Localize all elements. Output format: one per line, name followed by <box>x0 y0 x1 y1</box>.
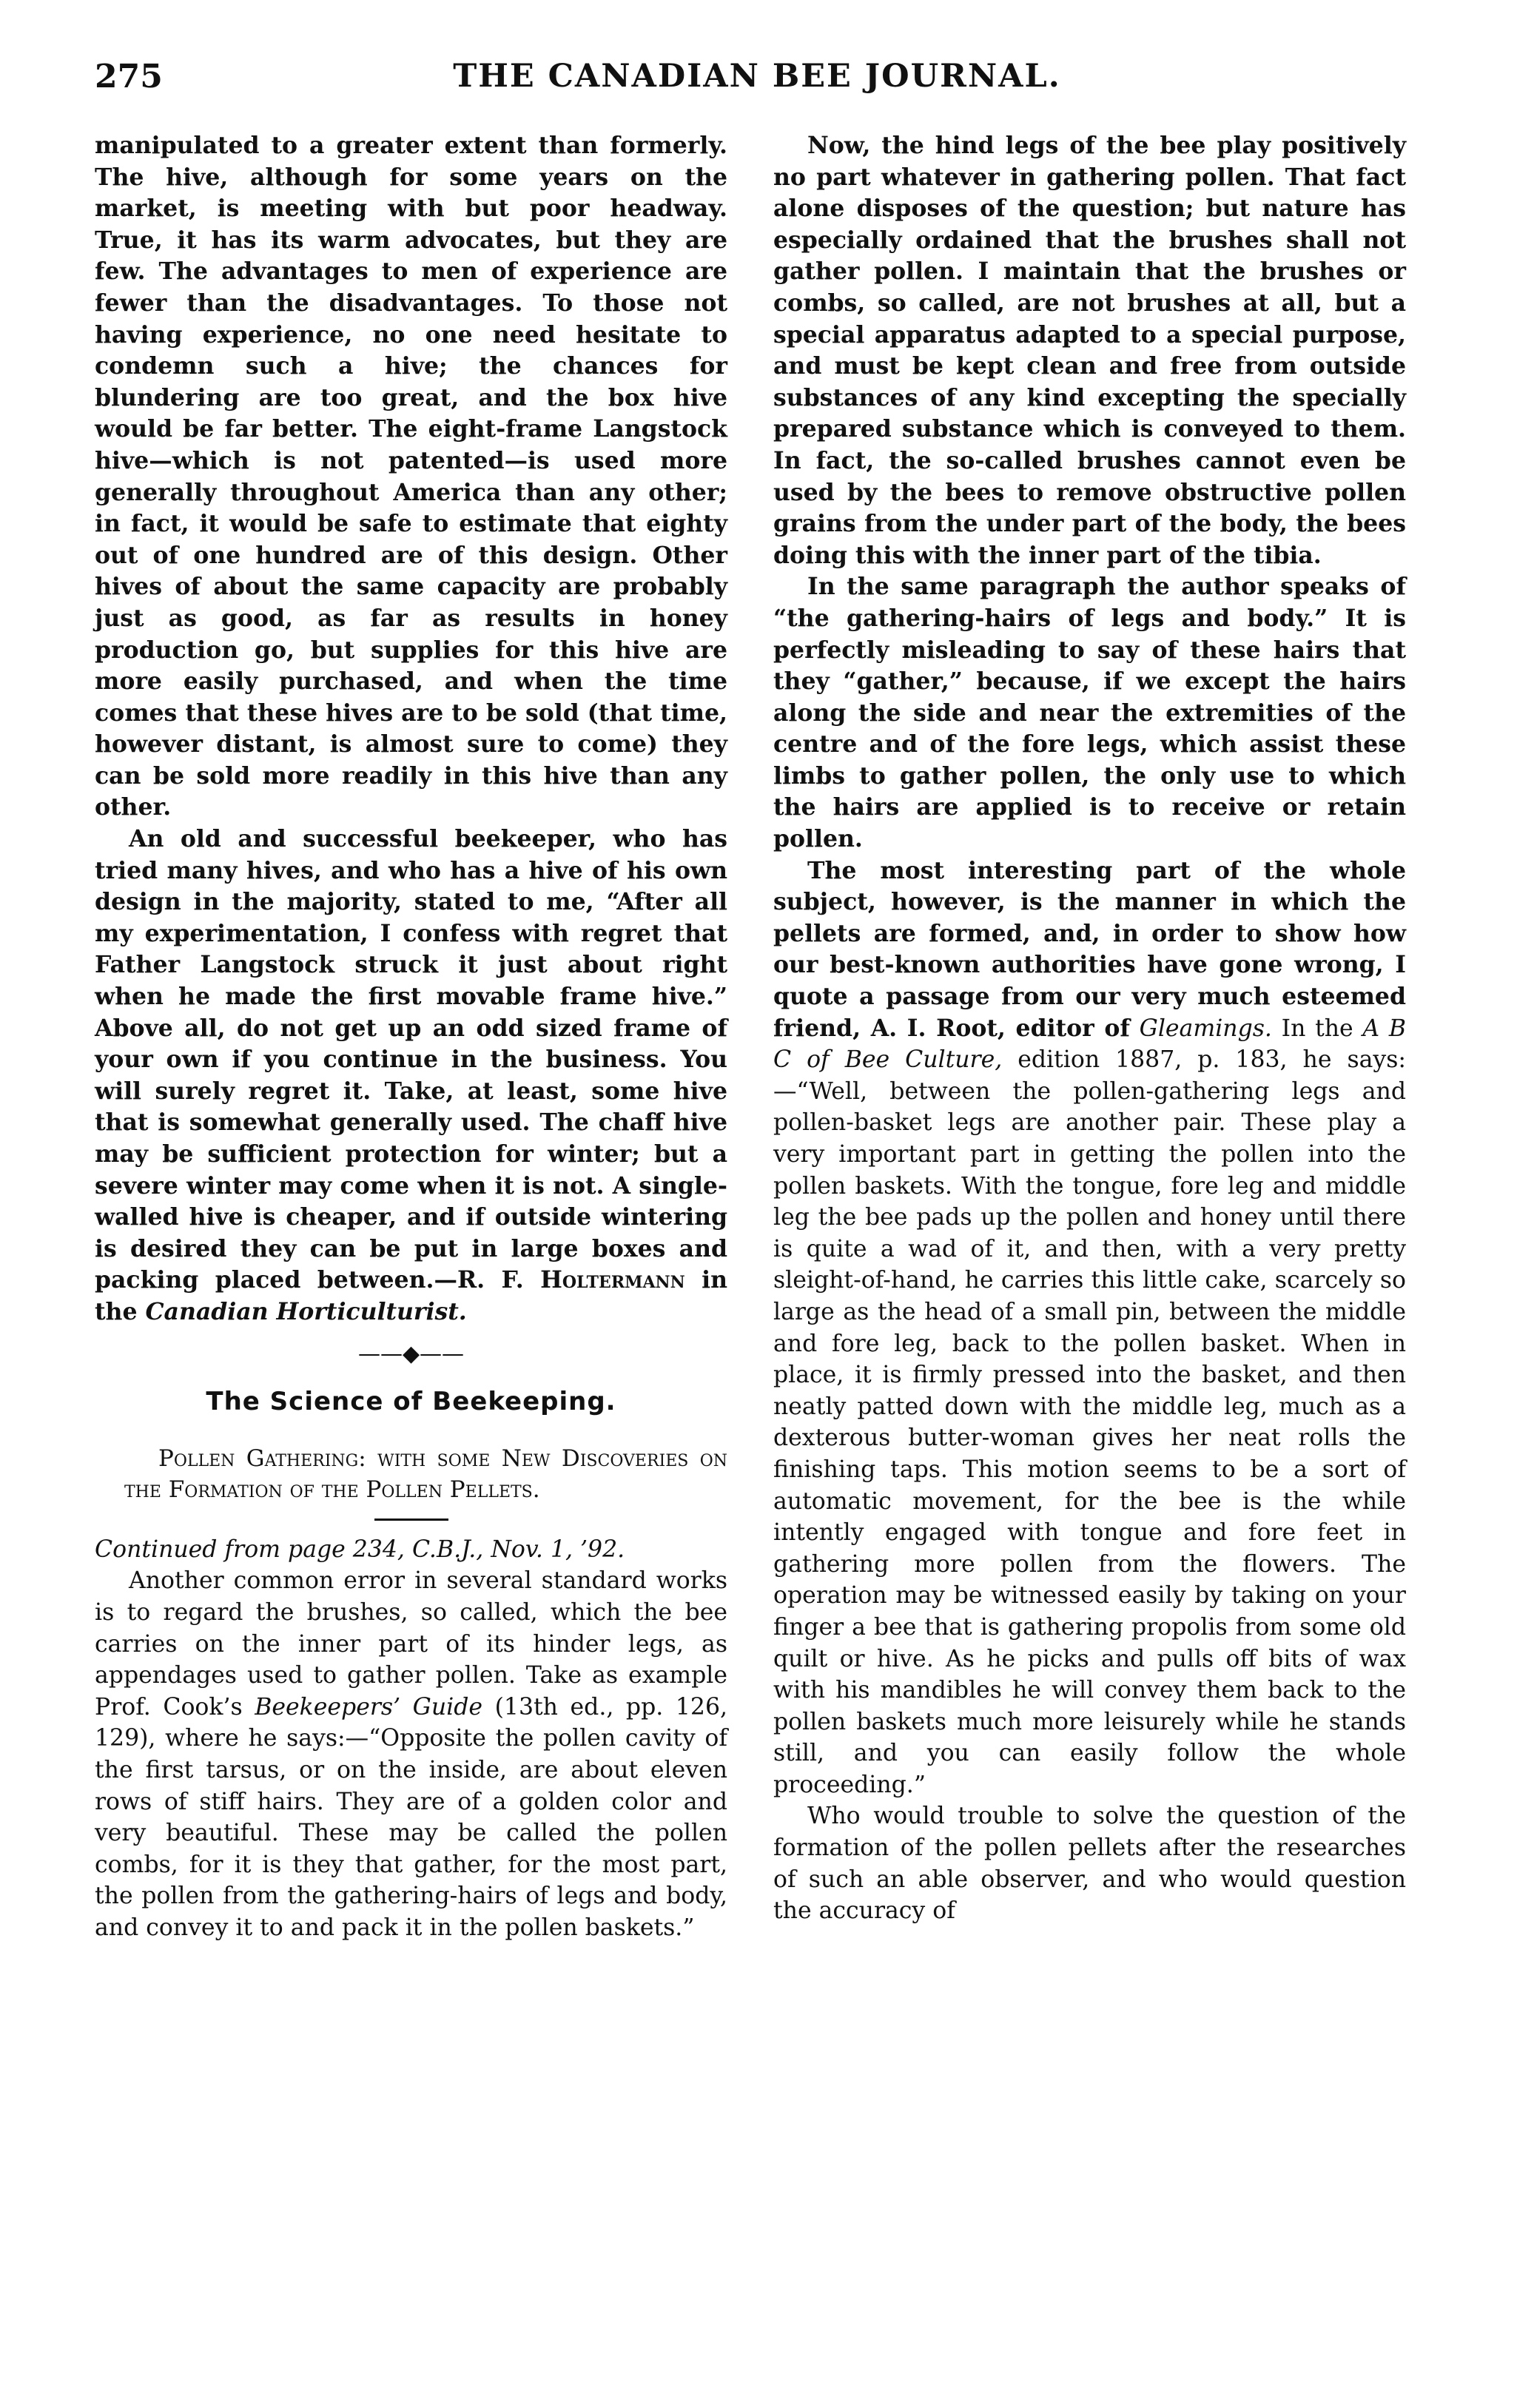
page-number: 275 <box>95 58 163 95</box>
ornament-divider: ——◆—— <box>357 1340 465 1367</box>
right-paragraph-1: Now, the hind legs of the bee play positively no part whatever in gathering pollen. That fact alone disposes of the question; but nature has especially ordained that the brushes shall not gather pollen. I maintain that the brushes or combs, so called, are not brushes at all, but a special apparatus adapted to a special purpose, and must be kept clean and free from outside substances of any kind excepting the specially prepared substance which is conveyed to them. In fact, the so-called brushes cannot even be used by the bees to remove obstructive pollen grains from the under part of the body, the bees doing this with the inner part of the tibia. <box>773 132 1406 569</box>
right-paragraph-3-c: edition 1887, p. 183, he says:—“Well, between the pollen-gathering legs and pollen-basket legs are another pair. These play a very important part in getting the pollen into the pollen baskets. With the tongue, fore leg and middle leg the bee pads up the pollen and honey until there is quite a wad of it, and then, with a very pretty sleight-of-hand, he carries this little cake, scarcely so large as the head of a small pin, between the middle and fore leg, back to the pollen basket. When in place, it is firmly pressed into the basket, and then neatly patted down with the middle leg, much as a dexterous butter-woman gives her neat rolls the finishing taps. This motion seems to be a sort of automatic movement, for the bee is the while intently engaged with tongue and fore feet in gathering more pollen from the flowers. The operation may be witnessed easily by taking on your finger a bee that is gathering propolis from some old quilt or hive. As he picks and pulls off bits of wax with his mandibles he will convey them back to the pollen baskets much more leisurely while he stands still, and you can easily follow the whole proceeding.” <box>773 1046 1406 1798</box>
abc-title: A B C of Bee Culture, <box>773 1015 1406 1074</box>
running-head: THE CANADIAN BEE JOURNAL. <box>453 58 1061 95</box>
right-paragraph-3-b: In the <box>1281 1015 1353 1042</box>
right-column <box>773 130 1406 1927</box>
author-in: in the <box>95 1266 728 1325</box>
left-paragraph-3-a: Another common error in several standard works is to regard the brushes, so called, which the bee carries on the inner part of its hinder legs, as appendages used to gather pollen. Take as example Prof. Cook’s <box>95 1567 727 1721</box>
left-column <box>95 130 727 1943</box>
right-paragraph-2: In the same paragraph the author speaks of “the gathering-hairs of legs and body.” It is perfectly misleading to say of these hairs that they “gather,” because, if we except the hairs along the side and near the extremities of the centre and of the fore legs, which assist these limbs to gather pollen, the only use to which the hairs are applied is to receive or retain pollen. <box>773 573 1406 853</box>
right-paragraph-4: Who would trouble to solve the question of the formation of the pollen pellets after the researches of such an able observer, and who would question the accuracy of <box>773 1803 1406 1925</box>
section-title: The Science of Beekeeping. <box>206 1387 616 1417</box>
left-paragraph-2-text: An old and successful beekeeper, who has tried many hives, and who has a hive of his own design in the majority, stated to me, “After all my experimentation, I confess with regret that Father Langstock struck it just about right when he made the first movable frame hive.” Above all, do not get up an odd sized frame of your own if you continue in the business. You will surely regret it. Take, at least, some hive that is somewhat generally used. The chaff hive may be sufficient protection for winter; but a severe winter may come when it is not. A single-walled hive is cheaper, and if outside wintering is desired they can be put in large boxes and packing placed between.—R. F. <box>95 825 727 1294</box>
left-paragraph-3 <box>95 1565 727 1943</box>
source-title: Canadian Horticulturist. <box>145 1297 467 1325</box>
section-subheading: Pollen Gathering: with some New Discoveries on the Formation of the Pollen Pellets. <box>124 1445 727 1503</box>
page-header <box>95 58 1419 110</box>
left-paragraph-3-b: (13th ed., pp. 126, 129), where he says:—“Opposite the pollen cavity of the first tarsus, or on the inside, are about eleven rows of stiff hairs. They are of a golden color and very beautiful. These may be called the pollen combs, for it is they that gather, for the most part, the pollen from the gathering-hairs of legs and body, and convey it to and pack it in the pollen baskets.” <box>95 1693 727 1941</box>
book-title: Beekeepers’ Guide <box>255 1693 483 1721</box>
continued-note: Continued from page 234, C.B.J., Nov. 1, ’92. <box>95 1536 625 1563</box>
right-paragraph-3 <box>773 855 1406 1801</box>
author-name: Holtermann <box>540 1266 685 1294</box>
right-paragraph-3-a: The most interesting part of the whole subject, however, is the manner in which the pellets are formed, and, in order to show how our best-known authorities have gone wrong, I quote a passage from our very much esteemed friend, A. I. Root, editor of <box>773 856 1406 1042</box>
rule-divider <box>374 1519 448 1521</box>
left-paragraph-2 <box>95 824 727 1328</box>
gleanings-title: Gleamings. <box>1139 1015 1272 1042</box>
left-paragraph-1: manipulated to a greater extent than formerly. The hive, although for some years on the market, is meeting with but poor headway. True, it has its warm advocates, but they are few. The advantages to men of experience are fewer than the disadvantages. To those not having experience, no one need hesitate to condemn such a hive; the chances for blundering are too great, and the box hive would be far better. The eight-frame Langstock hive—which is not patented—is used more generally throughout America than any other; in fact, it would be safe to estimate that eighty out of one hundred are of this design. Other hives of about the same capacity are probably just as good, as far as results in honey production go, but supplies for this hive are more easily purchased, and when the time comes that these hives are to be sold (that time, however distant, is almost sure to come) they can be sold more readily in this hive than any other. <box>95 132 727 821</box>
